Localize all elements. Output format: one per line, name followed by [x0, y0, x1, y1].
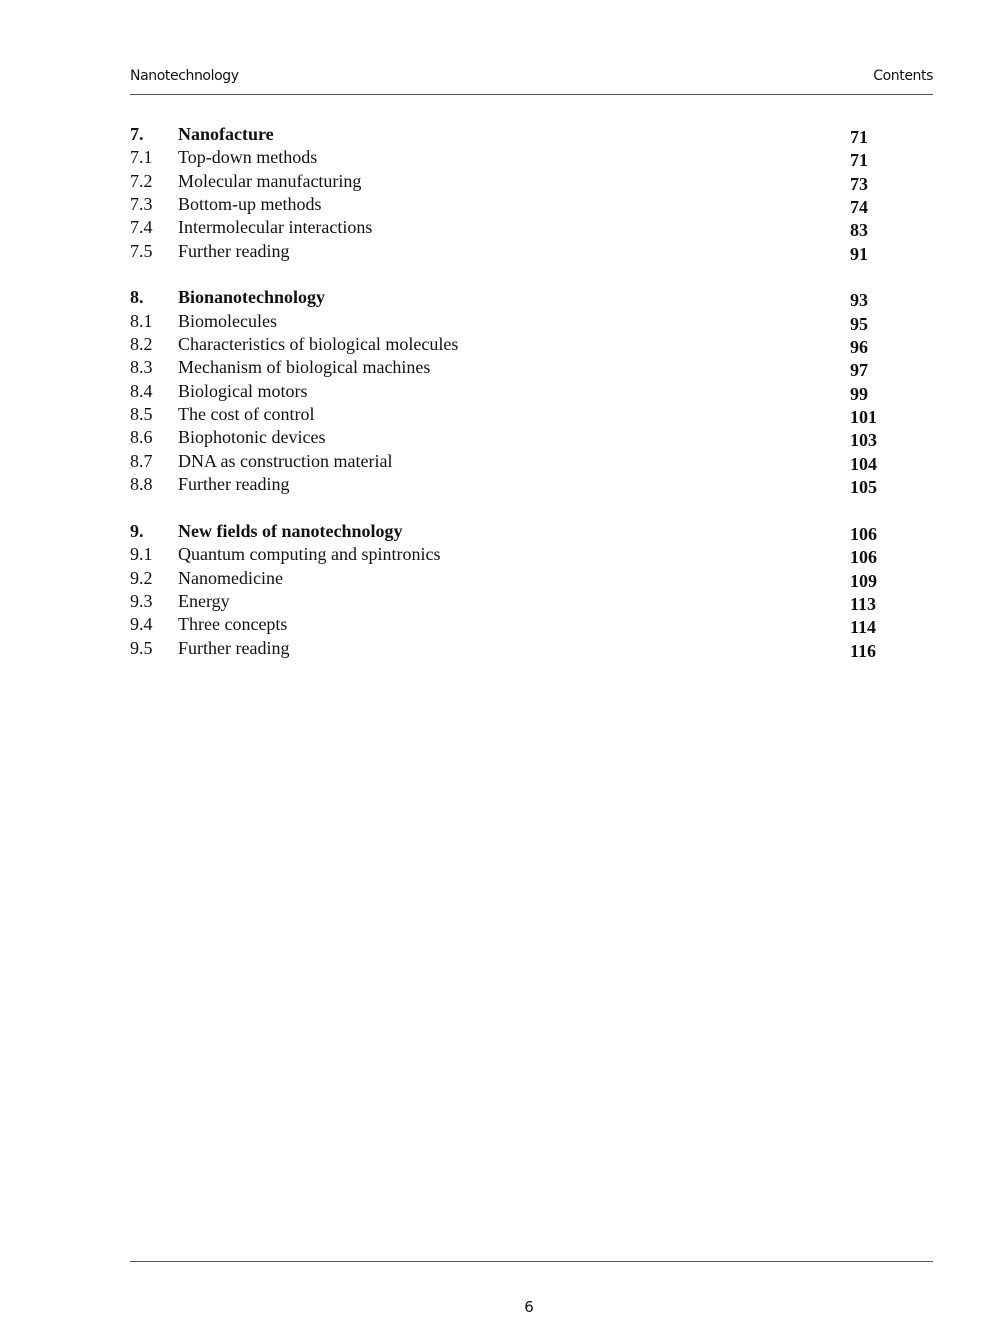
toc-section-entry-page: 104 — [850, 453, 877, 474]
toc-chapter-entry-title: New fields of nanotechnology — [178, 520, 403, 541]
toc-chapter-entry-title: Bionanotechnology — [178, 287, 326, 308]
toc-section-entry-number: 8.3 — [130, 357, 153, 378]
toc-section-entry-title: Three concepts — [178, 614, 288, 635]
toc-section-entry-page: 83 — [850, 220, 868, 241]
toc-section-entry-title: Biological motors — [178, 380, 308, 401]
toc-section-entry-title: Biophotonic devices — [178, 427, 326, 448]
toc-section-entry-page: 114 — [850, 617, 877, 638]
toc-section-entry-title: Further reading — [178, 474, 290, 495]
toc-section-entry[interactable] — [130, 637, 890, 660]
toc-chapter-entry-number: 9. — [130, 520, 144, 541]
toc-section-entry-page: 109 — [850, 570, 877, 591]
header-rule — [130, 94, 933, 95]
toc-chapter-entry-page: 71 — [850, 127, 868, 147]
toc-section-entry[interactable] — [130, 240, 890, 263]
toc-section-entry-title: The cost of control — [178, 404, 315, 425]
toc-section-entry-number: 8.6 — [130, 427, 153, 448]
toc-section-entry-page: 103 — [850, 430, 877, 451]
chapter-gap — [130, 497, 890, 520]
toc-section-entry[interactable] — [130, 193, 890, 216]
toc-chapter-entry-page: 93 — [850, 290, 868, 311]
toc-section-entry-number: 9.2 — [130, 567, 153, 588]
toc-section-entry-number: 8.7 — [130, 450, 153, 471]
toc-section-entry-title: Biomolecules — [178, 310, 277, 331]
toc-section-entry-title: Intermolecular interactions — [178, 217, 373, 238]
toc-chapter-entry-number: 8. — [130, 287, 144, 308]
toc-section-entry-page: 99 — [850, 383, 868, 404]
toc-section-entry[interactable] — [130, 333, 890, 356]
toc-chapter-entry[interactable] — [130, 520, 890, 543]
toc-section-entry-number: 9.5 — [130, 637, 153, 658]
toc-section-entry-page: 105 — [850, 477, 877, 498]
toc-section-entry-title: Further reading — [178, 637, 290, 658]
toc-section-entry[interactable] — [130, 403, 890, 426]
toc-section-entry-page: 106 — [850, 547, 877, 568]
toc-section-entry-title: Further reading — [178, 240, 290, 261]
toc-section-entry-title: Top-down methods — [178, 147, 318, 168]
toc-section-entry-number: 7.3 — [130, 194, 153, 215]
toc-section-entry-page: 91 — [850, 243, 868, 264]
toc-section-entry-page: 71 — [850, 150, 868, 171]
toc-section-entry-page: 97 — [850, 360, 868, 381]
toc-chapter-entry-title: Nanofacture — [178, 124, 274, 144]
toc-section-entry-title: Mechanism of biological machines — [178, 357, 431, 378]
toc-section-entry-page: 116 — [850, 640, 877, 661]
toc-chapter-entry-number: 7. — [130, 124, 144, 144]
toc-section-entry-title: Molecular manufacturing — [178, 170, 362, 191]
toc-section-entry-number: 8.1 — [130, 310, 153, 331]
toc-section-entry[interactable] — [130, 426, 890, 449]
toc-section-entry-number: 7.5 — [130, 240, 153, 261]
running-header-section: Contents — [873, 68, 933, 84]
toc-section-entry-title: Nanomedicine — [178, 567, 283, 588]
toc-chapter-entry-page: 106 — [850, 523, 877, 544]
toc-section-entry-number: 8.5 — [130, 404, 153, 425]
toc-section-entry-page: 95 — [850, 313, 868, 334]
toc-section-entry[interactable] — [130, 567, 890, 590]
toc-section-entry[interactable] — [130, 146, 890, 169]
toc-section-entry[interactable] — [130, 473, 890, 496]
toc-section-entry[interactable] — [130, 380, 890, 403]
toc-section-entry-number: 9.1 — [130, 544, 153, 565]
toc-section-entry[interactable] — [130, 450, 890, 473]
footer-rule — [130, 1261, 933, 1262]
toc-section-entry-number: 9.4 — [130, 614, 153, 635]
toc-section-entry-page: 113 — [850, 593, 877, 614]
toc-section-entry-number: 9.3 — [130, 590, 153, 611]
toc-section-entry-title: Energy — [178, 590, 230, 611]
toc-section-entry-number: 7.1 — [130, 147, 153, 168]
toc-section-entry-title: Characteristics of biological molecules — [178, 334, 459, 355]
toc-section-entry[interactable] — [130, 310, 890, 333]
toc-chapter-entry[interactable] — [130, 123, 890, 146]
toc-section-entry-number: 7.4 — [130, 217, 153, 238]
toc-section-entry-page: 96 — [850, 337, 868, 358]
running-header-title: Nanotechnology — [130, 68, 239, 84]
toc-section-entry-number: 8.4 — [130, 380, 153, 401]
toc-section-entry[interactable] — [130, 356, 890, 379]
toc-section-entry[interactable] — [130, 170, 890, 193]
toc-section-entry[interactable] — [130, 590, 890, 613]
toc-section-entry-title: DNA as construction material — [178, 450, 393, 471]
table-of-contents — [130, 123, 890, 660]
toc-section-entry-page: 74 — [850, 197, 868, 218]
toc-section-entry-title: Bottom-up methods — [178, 194, 322, 215]
toc-section-entry-number: 8.8 — [130, 474, 153, 495]
toc-section-entry-number: 7.2 — [130, 170, 153, 191]
toc-section-entry[interactable] — [130, 216, 890, 239]
toc-section-entry-title: Quantum computing and spintronics — [178, 544, 441, 565]
toc-section-entry[interactable] — [130, 613, 890, 636]
toc-chapter-entry[interactable] — [130, 286, 890, 309]
page-number: 6 — [524, 1298, 534, 1316]
chapter-gap — [130, 263, 890, 286]
toc-section-entry-number: 8.2 — [130, 334, 153, 355]
toc-section-entry[interactable] — [130, 543, 890, 566]
toc-section-entry-page: 73 — [850, 173, 868, 194]
toc-section-entry-page: 101 — [850, 407, 877, 428]
